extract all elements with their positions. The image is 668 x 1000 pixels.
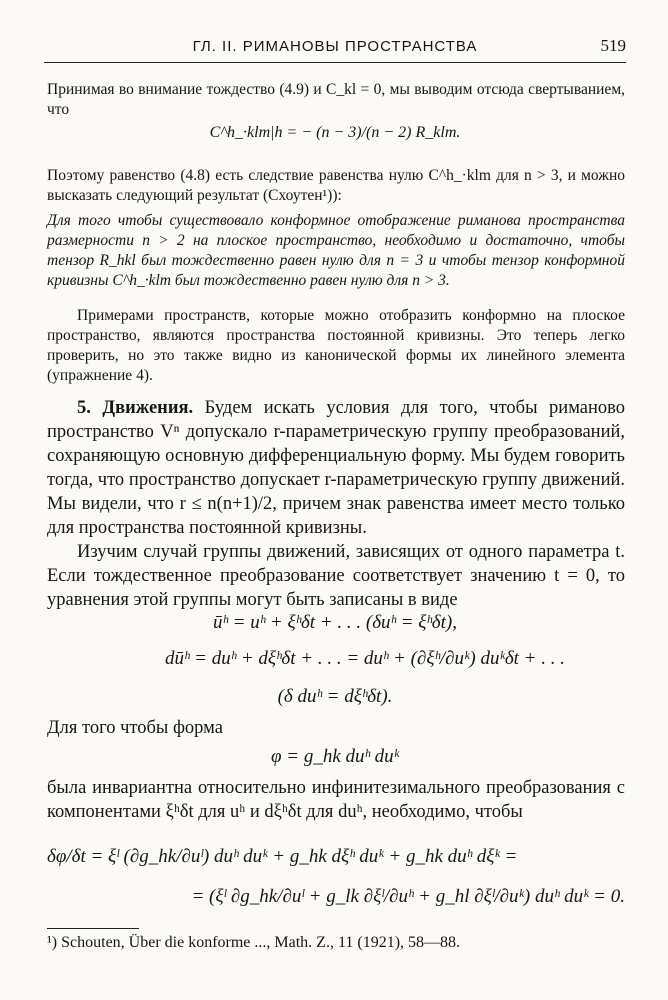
section-heading: 5. Движения. [77, 398, 194, 418]
formula-differential-transform: dūʰ = duʰ + dξʰδt + . . . = duʰ + (∂ξʰ/∂uᵏ) duᵏδt + . . . [164, 648, 566, 669]
formula-killing-condition: = (ξˡ ∂g_hk/∂uˡ + g_lk ∂ξˡ/∂uʰ + g_hl ∂ξˡ/∂uᵏ) duʰ duᵏ = 0. [191, 886, 625, 907]
paragraph-1: Принимая во внимание тождество (4.9) и C_kl = 0, мы выводим отсюда свертыванием, что [47, 81, 625, 118]
page-number: 519 [600, 36, 626, 55]
paragraph-6: Для того чтобы форма [47, 718, 223, 738]
formula-variation: (δ duʰ = dξʰδt). [277, 686, 393, 707]
paragraph-2: Поэтому равенство (4.8) есть следствие равенства нулю C^h_·klm для n > 3, и можно высказать следующий результат (Схоутен¹)): [47, 167, 625, 204]
running-title: ГЛ. II. РИМАНОВЫ ПРОСТРАНСТВА [192, 38, 478, 55]
running-header [44, 36, 626, 63]
paragraph-5: Изучим случай группы движений, зависящих от одного параметра t. Если тождественное преобразование соответствует значению t = 0, то уравнения этой группы могут быть записаны в виде [47, 542, 625, 610]
paragraph-7: была инвариантна относительно инфинитезимального преобразования с компонентами ξʰδt для uʰ и dξʰδt для duʰ, необходимо, чтобы [47, 778, 625, 822]
section-paragraph [47, 396, 625, 540]
paragraph-4: Будем искать условия для того, чтобы риманово пространство Vⁿ допускало r-параметрическую группу преобразований, сохраняющую основную дифференциальную форму. Мы будем говорить тогда, что пространство допускает r-параметрическую группу движений. Мы видели, что r ≤ n(n+1)/2, причем знак равенства имеет место только для пространства постоянной кривизны. [47, 398, 625, 538]
footnote: ¹) Schouten, Über die konforme ..., Math. Z., 11 (1921), 58—88. [47, 934, 461, 951]
footnote-separator [47, 928, 139, 929]
paragraph-3: Примерами пространств, которые можно отобразить конформно на плоское пространство, являются пространства постоянной кривизны. Это теперь легко проверить, но это также видно из канонической формы их линейного элемента (упражнение 4). [47, 307, 625, 384]
formula-variation-of-form: δφ/δt = ξˡ (∂g_hk/∂uˡ) duʰ duᵏ + g_hk dξʰ duᵏ + g_hk duʰ dξᵏ = [47, 846, 518, 867]
formula-group-equation: ūʰ = uʰ + ξʰδt + . . . (δuʰ = ξʰδt), [213, 612, 457, 633]
formula-conformal-contraction: C^h_·klm|h = − (n − 3)/(n − 2) R_klm. [209, 124, 461, 141]
theorem-statement: Для того чтобы существовало конформное отображение риманова пространства размерности n > 2 на плоское пространство, необходимо и достаточно, чтобы тензор R_hkl был тождественно равен нулю для n = 3 и чтобы тензор конформной кривизны C^h_·klm был тождественно равен нулю для n > 3. [47, 212, 625, 289]
formula-metric-form: φ = g_hk duʰ duᵏ [271, 746, 399, 767]
